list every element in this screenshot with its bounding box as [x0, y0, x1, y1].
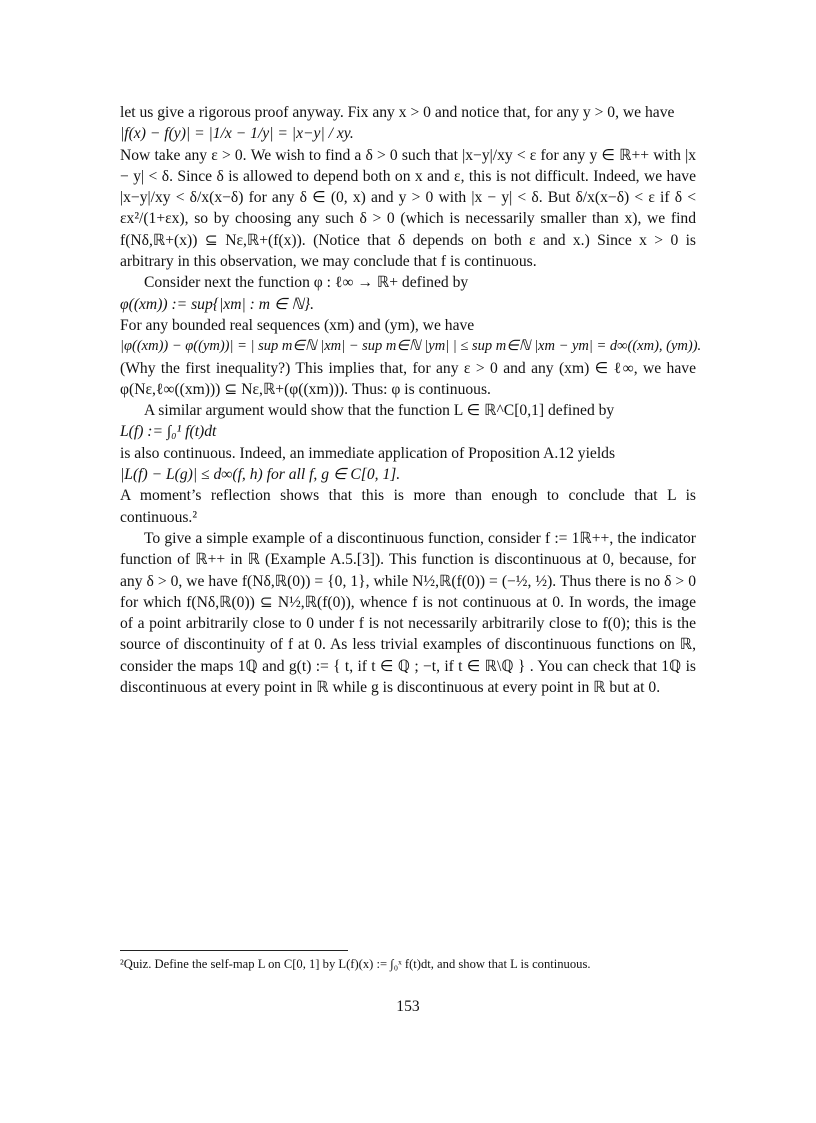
paragraph: let us give a rigorous proof anyway. Fix any x > 0 and notice that, for any y > 0, we have: [120, 104, 675, 121]
footnote: ²Quiz. Define the self-map L on C[0, 1] by L(f)(x) := ∫₀ˣ f(t)dt, and show that L is continuous.: [120, 957, 591, 971]
paragraph: Now take any ε > 0. We wish to find a δ > 0 such that |x−y|/xy < ε for any y ∈ ℝ++ with |x − y| < δ. Since δ is allowed to depend both on x and ε, this is not difficult. Indeed, we have |x−y|/xy < δ/x(x−δ) for any δ ∈ (0, x) and y > 0 with |x − y| < δ. But δ/x(x−δ) < ε if δ < εx²/(1+εx), so by choosing any such δ > 0 (which is necessarily smaller than x), we find f(Nδ,ℝ+(x)) ⊆ Nε,ℝ+(f(x)). (Notice that δ depends on both ε and x.) Since x > 0 is arbitrary in this observation, we may conclude that f is continuous.: [120, 146, 696, 271]
footnote-rule: [120, 950, 348, 951]
paragraph: Consider next the function φ : ℓ∞ → ℝ+ defined by: [144, 274, 469, 292]
page-body: [120, 102, 702, 698]
paragraph: For any bounded real sequences (xm) and (ym), we have: [120, 316, 475, 334]
paragraph: To give a simple example of a discontinuous function, consider f := 1ℝ++, the indicator function of ℝ++ in ℝ (Example A.5.[3]). This function is discontinuous at 0, because, for any δ > 0, we have f(Nδ,ℝ(0)) = {0, 1}, while N½,ℝ(f(0)) = (−½, ½). Thus there is no δ > 0 for which f(Nδ,ℝ(0)) ⊆ N½,ℝ(f(0)), whence f is not continuous at 0. In words, the image of a point arbitrarily close to 0 under f is not necessarily arbitrarily close to f(0); this is the source of discontinuity of f at 0. As less trivial examples of discontinuous functions on ℝ, consider the maps 1ℚ and g(t) := { t, if t ∈ ℚ ; −t, if t ∈ ℝ\ℚ } . You can check that 1ℚ is discontinuous at every point in ℝ while g is discontinuous at every point in ℝ but at 0.: [120, 529, 696, 697]
display-equation: |f(x) − f(y)| = |1/x − 1/y| = |x−y| / xy.: [120, 125, 354, 143]
paragraph: is also continuous. Indeed, an immediate application of Proposition A.12 yields: [120, 444, 616, 462]
display-equation: |φ((xm)) − φ((ym))| = | sup m∈ℕ |xm| − sup m∈ℕ |ym| | ≤ sup m∈ℕ |xm − ym| = d∞((xm), (ym)).: [120, 338, 702, 355]
paragraph: A similar argument would show that the function L ∈ ℝ^C[0,1] defined by: [144, 402, 615, 420]
display-equation: |L(f) − L(g)| ≤ d∞(f, h) for all f, g ∈ C[0, 1].: [120, 466, 401, 484]
display-equation: L(f) := ∫₀¹ f(t)dt: [120, 423, 217, 441]
paragraph: (Why the first inequality?) This implies that, for any ε > 0 and any (xm) ∈ ℓ∞, we have φ(Nε,ℓ∞((xm))) ⊆ Nε,ℝ+(φ((xm))). Thus: φ is continuous.: [120, 359, 696, 398]
paragraph: A moment’s reflection shows that this is more than enough to conclude that L is continuous.²: [120, 487, 696, 526]
display-equation: φ((xm)) := sup{|xm| : m ∈ ℕ}.: [120, 295, 315, 313]
page-number: 153: [396, 998, 420, 1015]
